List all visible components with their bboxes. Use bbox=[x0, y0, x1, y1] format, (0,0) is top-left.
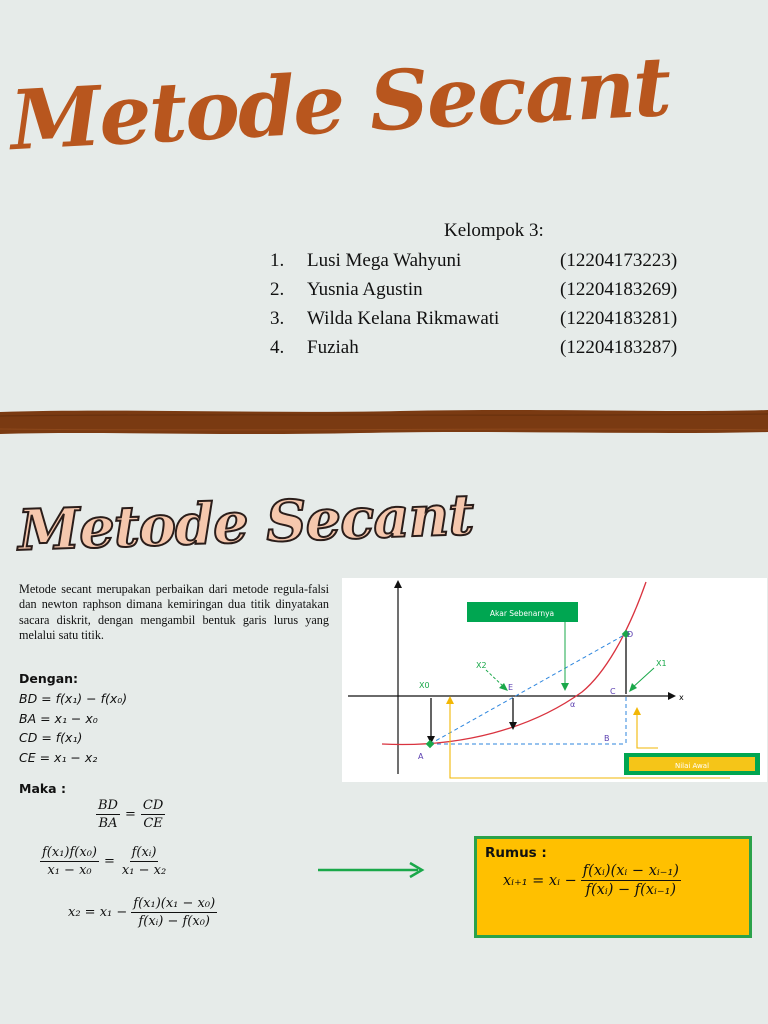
member-number: 2. bbox=[270, 279, 285, 300]
slide1-title: Metode Secant bbox=[7, 38, 672, 170]
equation-lhs: x₂ = x₁ − bbox=[68, 905, 128, 920]
label-b: B bbox=[604, 734, 610, 743]
member-nim: (12204183269) bbox=[560, 279, 678, 300]
member-nim: (12204173223) bbox=[560, 250, 678, 271]
maka-label: Maka : bbox=[19, 781, 66, 796]
fraction bbox=[131, 896, 217, 929]
label-x1: X1 bbox=[656, 659, 667, 668]
brush-divider bbox=[0, 408, 768, 436]
definition-ba: BA = x₁ − x₀ bbox=[19, 710, 98, 726]
x-axis-label: x bbox=[679, 693, 684, 702]
denominator: CE bbox=[143, 816, 163, 831]
fraction bbox=[581, 863, 681, 898]
member-number: 4. bbox=[270, 337, 285, 358]
member-nim: (12204183287) bbox=[560, 337, 678, 358]
akar-label: Akar Sebenarnya bbox=[489, 609, 555, 618]
rumus-label: Rumus : bbox=[485, 845, 547, 861]
denominator: BA bbox=[98, 816, 118, 831]
member-name: Yusnia Agustin bbox=[307, 279, 423, 300]
definition-bd: BD = f(x₁) − f(x₀) bbox=[19, 691, 128, 706]
label-e: E bbox=[508, 683, 514, 692]
secant-line bbox=[430, 634, 626, 744]
member-number: 3. bbox=[270, 308, 285, 329]
description-paragraph: Metode secant merupakan perbaikan dari metode regula-falsi dan newton raphson dimana kemiringan dua titik dinyatakan sacara diskrit, dengan mengambil bentuk garis lurus yang melalui satu titik. bbox=[19, 582, 329, 643]
label-alpha: α bbox=[570, 700, 576, 709]
label-x2: X2 bbox=[476, 661, 487, 670]
rumus-formula bbox=[503, 863, 681, 898]
fraction bbox=[40, 845, 99, 878]
arrow-right-icon bbox=[316, 858, 428, 882]
numerator: f(x₁)f(x₀) bbox=[42, 845, 97, 860]
slide2-title: Metode Secant bbox=[16, 482, 475, 564]
denominator: x₁ − x₂ bbox=[121, 863, 167, 878]
secant-diagram bbox=[342, 578, 767, 782]
denominator: f(xᵢ) − f(xᵢ₋₁) bbox=[585, 882, 677, 898]
equation-substitution: $\frac{\text{f(x₁)f(x₀)}}{\text{x₁ − x₀}}$ = $\frac{\text{f(xᵢ)}}{\text{x₁ − x₂}}$ bbox=[42, 845, 167, 878]
member-number: 1. bbox=[270, 250, 285, 271]
numerator: f(xᵢ)(xᵢ − xᵢ₋₁) bbox=[582, 863, 679, 879]
definition-ce: CE = x₁ − x₂ bbox=[19, 749, 98, 765]
fraction bbox=[120, 845, 168, 878]
dengan-label: Dengan: bbox=[19, 671, 79, 686]
numerator: f(xᵢ) bbox=[131, 845, 157, 860]
fraction bbox=[96, 798, 120, 831]
member-name: Wilda Kelana Rikmawati bbox=[307, 308, 500, 329]
definitions-list bbox=[19, 689, 127, 767]
rumus-box bbox=[474, 836, 752, 938]
label-d: D bbox=[627, 630, 634, 639]
label-x0: X0 bbox=[419, 681, 430, 690]
denominator: f(xᵢ) − f(x₀) bbox=[138, 914, 210, 929]
nilai-awal-label: Nilai Awal bbox=[674, 762, 710, 770]
denominator: x₁ − x₀ bbox=[47, 863, 92, 878]
label-c: C bbox=[610, 687, 616, 696]
definition-cd: CD = f(x₁) bbox=[19, 730, 83, 746]
equation-x2 bbox=[68, 896, 217, 929]
member-nim: (12204183281) bbox=[560, 308, 678, 329]
formula-lhs: xᵢ₊₁ = xᵢ − bbox=[503, 872, 577, 889]
equation-ratio: $\frac{BD}{BA}$ = $\frac{CD}{CE}$ bbox=[98, 798, 164, 831]
group-heading: Kelompok 3: bbox=[444, 220, 544, 241]
numerator: CD bbox=[142, 798, 164, 813]
label-a: A bbox=[418, 752, 424, 761]
member-name: Lusi Mega Wahyuni bbox=[307, 250, 462, 271]
numerator: f(x₁)(x₁ − x₀) bbox=[133, 896, 216, 911]
numerator: BD bbox=[98, 798, 118, 813]
fraction bbox=[141, 798, 165, 831]
member-name: Fuziah bbox=[307, 337, 359, 358]
